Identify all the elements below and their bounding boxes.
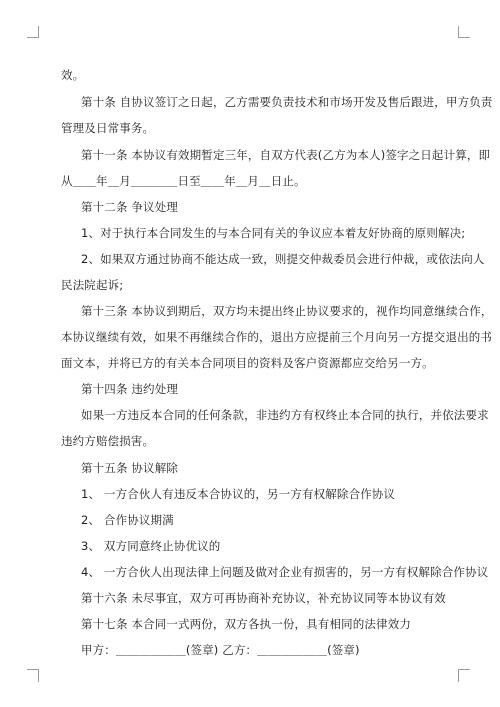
text-line-14: 如果一方违反本合同的任何条款，非违约方有权终止本合同的执行，并依法要求 <box>81 408 489 422</box>
text-line-2: 第十条 自协议签订之日起，乙方需要负责技术和市场开发及售后跟进，甲方负责 <box>81 95 493 109</box>
text-line-8: 2、如果双方通过协商不能达成一致，则提交仲裁委员会进行仲裁，或依法向人 <box>81 252 485 266</box>
text-line-11: 本协议继续有效，如果不再继续合作的，退出方应提前三个月向另一方提交退出的书 <box>61 330 493 344</box>
crop-mark-bottom-left <box>38 670 39 682</box>
text-line-1: 效。 <box>61 68 85 82</box>
text-line-18: 2、 合作协议期满 <box>81 513 174 527</box>
text-line-23: 甲方：＿＿＿＿＿＿(签章) 乙方：＿＿＿＿＿＿(签章) <box>81 643 360 657</box>
text-line-16: 第十五条 协议解除 <box>81 461 179 475</box>
crop-mark-bottom-right-h <box>458 669 470 670</box>
text-line-7: 1、对于执行本合同发生的与本合同有关的争议应本着友好协商的原则解决; <box>81 226 466 240</box>
text-line-22: 第十七条 本合同一式两份，双方各执一份，具有相同的法律效力 <box>81 617 412 631</box>
text-line-17: 1、 一方合伙人有违反本合协议的，另一方有权解除合作协议 <box>81 487 396 501</box>
text-line-19: 3、 双方同意终止协优议的 <box>81 539 221 553</box>
text-line-4: 第十一条 本协议有效期暂定三年，自双方代表(乙方为本人)签字之日起计算，即 <box>81 148 491 162</box>
text-line-5: 从＿＿年＿月＿＿＿＿日至＿＿年＿月＿日止。 <box>61 174 306 188</box>
crop-mark-bottom-left-h <box>27 669 39 670</box>
text-line-13: 第十四条 违约处理 <box>81 382 179 396</box>
text-line-21: 第十六条 未尽事宜，双方可再协商补充协议，补充协议同等本协议有效 <box>81 591 446 605</box>
text-line-9: 民法院起诉; <box>61 278 124 292</box>
crop-mark-top-left-h <box>27 37 39 38</box>
crop-mark-top-right-h <box>458 37 470 38</box>
text-line-10: 第十三条 本协议到期后，双方均未提出终止协议要求的，视作均同意继续合作， <box>81 304 493 318</box>
text-line-3: 管理及日常事务。 <box>61 121 155 135</box>
text-line-6: 第十二条 争议处理 <box>81 200 179 214</box>
text-line-12: 面文本，并将已方的有关本合同项目的资料及客户资源都应交给另一方。 <box>61 356 434 370</box>
text-line-20: 4、 一方合伙人出现法律上问题及做对企业有损害的，另一方有权解除合作协议 <box>81 565 489 579</box>
text-line-15: 违约方赔偿损害。 <box>61 434 155 448</box>
crop-mark-bottom-right <box>458 670 459 682</box>
